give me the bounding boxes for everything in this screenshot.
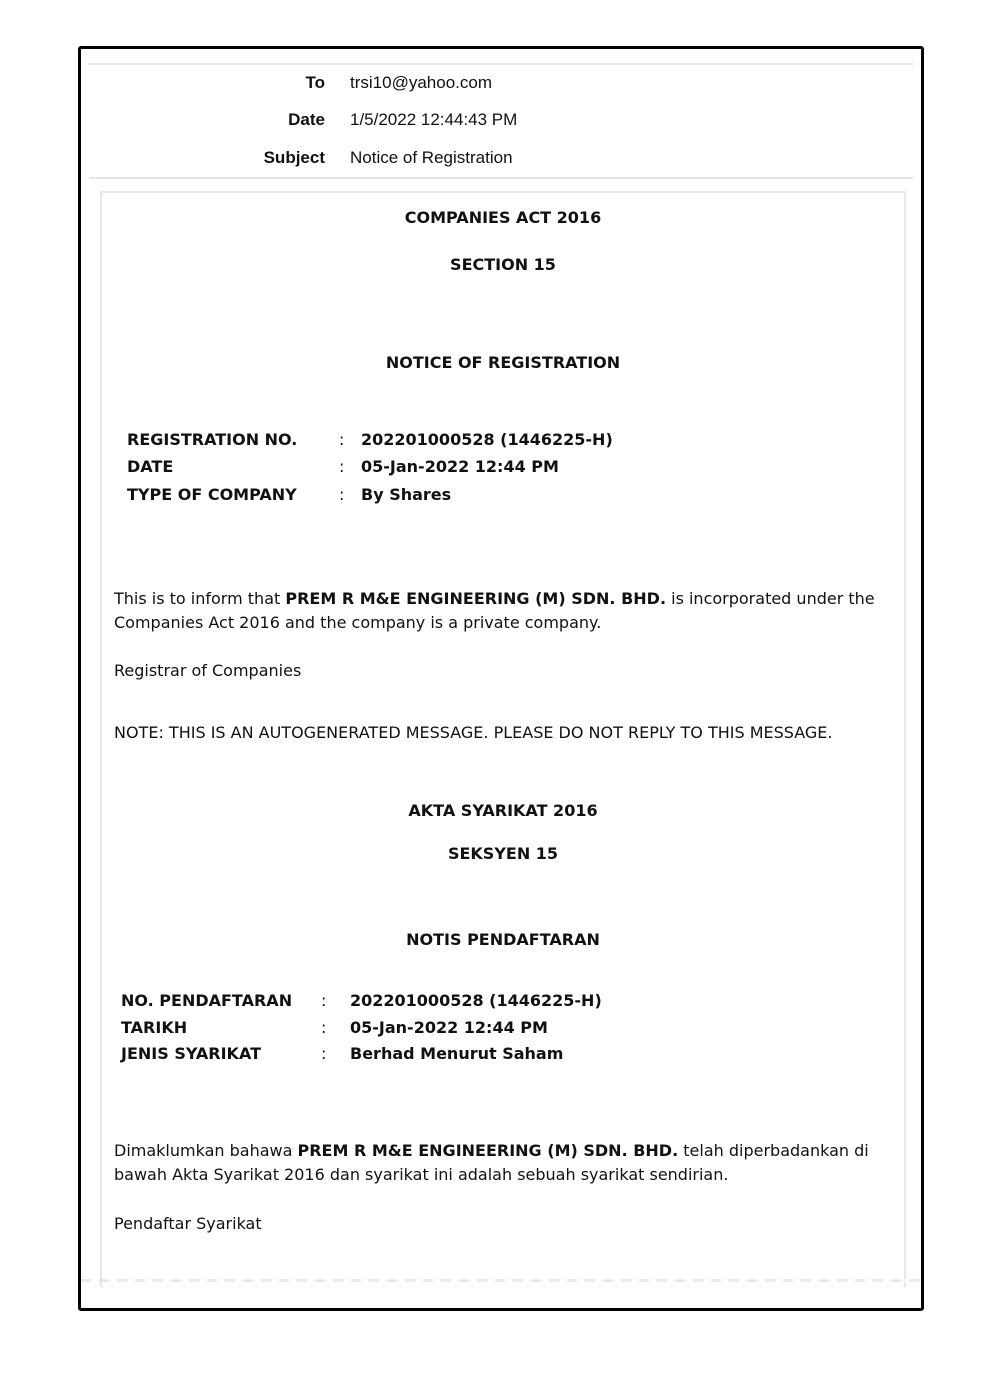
maklum-pre: Dimaklumkan bahawa: [114, 1141, 298, 1160]
notis-title: NOTIS PENDAFTARAN: [406, 930, 600, 949]
signature: Registrar of Companies: [114, 661, 302, 680]
maklum-post: telah diperbadankan di bawah Akta Syarikat 2016 dan syarikat ini adalah sebuah syarikat sendirian.: [114, 1141, 869, 1184]
header-divider-bottom: [89, 177, 913, 179]
field-separator: :: [339, 430, 345, 449]
cut-off-text-line: [81, 1279, 921, 1282]
subject-value: Notice of Registration: [350, 148, 513, 167]
field-value: 05-Jan-2022 12:44 PM: [350, 1018, 548, 1037]
to-value[interactable]: trsi10@yahoo.com: [350, 73, 492, 92]
field-separator: :: [321, 991, 327, 1010]
akta-title: AKTA SYARIKAT 2016: [408, 801, 598, 820]
maklum-paragraph: [114, 1139, 894, 1187]
field-label: NO. PENDAFTARAN: [121, 991, 293, 1010]
company-name: PREM R M&E ENGINEERING (M) SDN. BHD.: [285, 589, 667, 608]
email-window: [78, 46, 924, 1311]
subject-label: Subject: [263, 148, 325, 167]
pendaftar-signature: Pendaftar Syarikat: [114, 1214, 262, 1233]
field-label: REGISTRATION NO.: [127, 430, 298, 449]
inform-pre: This is to inform that: [114, 589, 286, 608]
field-separator: :: [321, 1018, 327, 1037]
company-name-ms: PREM R M&E ENGINEERING (M) SDN. BHD.: [297, 1141, 679, 1160]
seksyen-title: SEKSYEN 15: [447, 844, 559, 863]
date-value: 1/5/2022 12:44:43 PM: [350, 110, 518, 129]
field-label: JENIS SYARIKAT: [121, 1044, 262, 1063]
date-label: Date: [288, 110, 325, 129]
field-value: 202201000528 (1446225-H): [361, 430, 613, 449]
field-separator: :: [339, 457, 345, 476]
field-value: Berhad Menurut Saham: [350, 1044, 564, 1063]
field-label: DATE: [127, 457, 174, 476]
autogenerated-note: NOTE: THIS IS AN AUTOGENERATED MESSAGE. PLEASE DO NOT REPLY TO THIS MESSAGE.: [114, 723, 833, 742]
field-separator: :: [321, 1044, 327, 1063]
field-value: By Shares: [361, 485, 452, 504]
inform-post: is incorporated under the Companies Act 2016 and the company is a private company.: [114, 589, 875, 632]
notice-title: NOTICE OF REGISTRATION: [385, 353, 621, 372]
field-value: 202201000528 (1446225-H): [350, 991, 602, 1010]
field-separator: :: [339, 485, 345, 504]
header-divider-top: [89, 63, 913, 65]
act-title: COMPANIES ACT 2016: [404, 208, 602, 227]
field-value: 05-Jan-2022 12:44 PM: [361, 457, 559, 476]
email-body: [100, 191, 906, 1287]
to-label: To: [305, 73, 325, 92]
field-label: TYPE OF COMPANY: [127, 485, 297, 504]
section-title: SECTION 15: [450, 255, 556, 274]
inform-paragraph: [114, 587, 894, 635]
field-label: TARIKH: [121, 1018, 188, 1037]
